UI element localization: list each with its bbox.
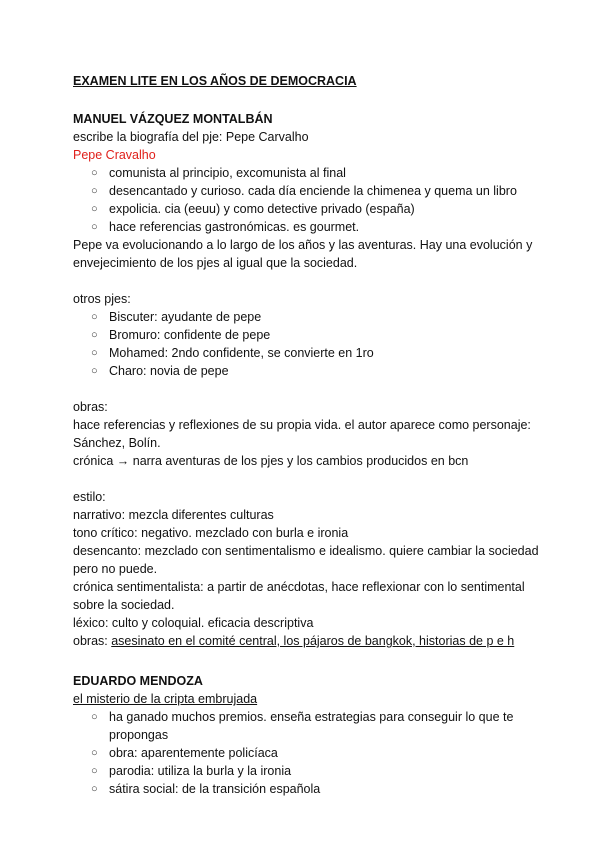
- list-item: ○ ha ganado muchos premios. enseña estrategias para conseguir lo que te propongas: [91, 710, 514, 742]
- section-heading-mendoza: EDUARDO MENDOZA: [73, 674, 203, 688]
- bullet-icon: ○: [91, 203, 98, 215]
- obras-list-line: [73, 632, 543, 650]
- bullet-icon: ○: [91, 347, 98, 359]
- list-item: ○ obra: aparentemente policíaca: [91, 746, 278, 760]
- list-item: ○ hace referencias gastronómicas. es gourmet.: [91, 220, 360, 234]
- document-title: EXAMEN LITE EN LOS AÑOS DE DEMOCRACIA: [73, 74, 357, 88]
- cronica-line: crónica → narra aventuras de los pjes y los cambios producidos en bcn: [73, 454, 469, 468]
- bullet-icon: ○: [91, 747, 98, 759]
- obras-text: hace referencias y reflexiones de su propia vida. el autor aparece como personaje: Sánchez, Bolín.: [73, 418, 531, 450]
- list-item: ○ Charo: novia de pepe: [91, 364, 229, 378]
- list-item: ○ expolicia. cia (eeuu) y como detective privado (españa): [91, 202, 415, 216]
- bullet-icon: ○: [91, 185, 98, 197]
- bullet-icon: ○: [91, 221, 98, 233]
- bullet-icon: ○: [91, 711, 98, 723]
- works-link[interactable]: asesinato en el comité central, los pájaros de bangkok, historias de p e h: [111, 634, 515, 648]
- bullet-icon: ○: [91, 329, 98, 341]
- evolution-paragraph: Pepe va evolucionando a lo largo de los años y las aventuras. Hay una evolución y envejecimiento de los pjes al igual que la sociedad.: [73, 238, 533, 270]
- otros-label: otros pjes:: [73, 292, 131, 306]
- estilo-line: léxico: culto y coloquial. eficacia descriptiva: [73, 616, 314, 630]
- mendoza-bullet-list: [73, 708, 543, 798]
- list-item: ○ Mohamed: 2ndo confidente, se convierte en 1ro: [91, 346, 374, 360]
- list-item: ○ Bromuro: confidente de pepe: [91, 328, 271, 342]
- estilo-label: estilo:: [73, 490, 106, 504]
- estilo-line: desencanto: mezclado con sentimentalismo e idealismo. quiere cambiar la sociedad pero no puede.: [73, 544, 539, 576]
- list-item: ○ comunista al principio, excomunista al final: [91, 166, 346, 180]
- bullet-icon: ○: [91, 765, 98, 777]
- bullet-icon: ○: [91, 365, 98, 377]
- obras-label: obras:: [73, 400, 108, 414]
- list-item: ○ Biscuter: ayudante de pepe: [91, 310, 262, 324]
- section-heading-montalban: MANUEL VÁZQUEZ MONTALBÁN: [73, 112, 273, 126]
- estilo-line: crónica sentimentalista: a partir de anécdotas, hace reflexionar con lo sentimental sobre la sociedad.: [73, 580, 525, 612]
- book-title-link[interactable]: el misterio de la cripta embrujada: [73, 692, 258, 706]
- bullet-icon: ○: [91, 167, 98, 179]
- list-item: ○ parodia: utiliza la burla y la ironia: [91, 764, 292, 778]
- document-page: [73, 72, 543, 798]
- intro-line: escribe la biografía del pje: Pepe Carvalho: [73, 130, 309, 144]
- character-bullet-list: [73, 164, 543, 236]
- list-item: ○ sátira social: de la transición española: [91, 782, 321, 796]
- bullet-icon: ○: [91, 311, 98, 323]
- estilo-line: narrativo: mezcla diferentes culturas: [73, 508, 274, 522]
- character-name-red: Pepe Cravalho: [73, 148, 156, 162]
- obras2-label: obras:: [73, 634, 108, 648]
- estilo-line: tono crítico: negativo. mezclado con burla e ironia: [73, 526, 349, 540]
- bullet-icon: ○: [91, 783, 98, 795]
- otros-bullet-list: [73, 308, 543, 380]
- list-item: ○ desencantado y curioso. cada día enciende la chimenea y quema un libro: [91, 184, 517, 198]
